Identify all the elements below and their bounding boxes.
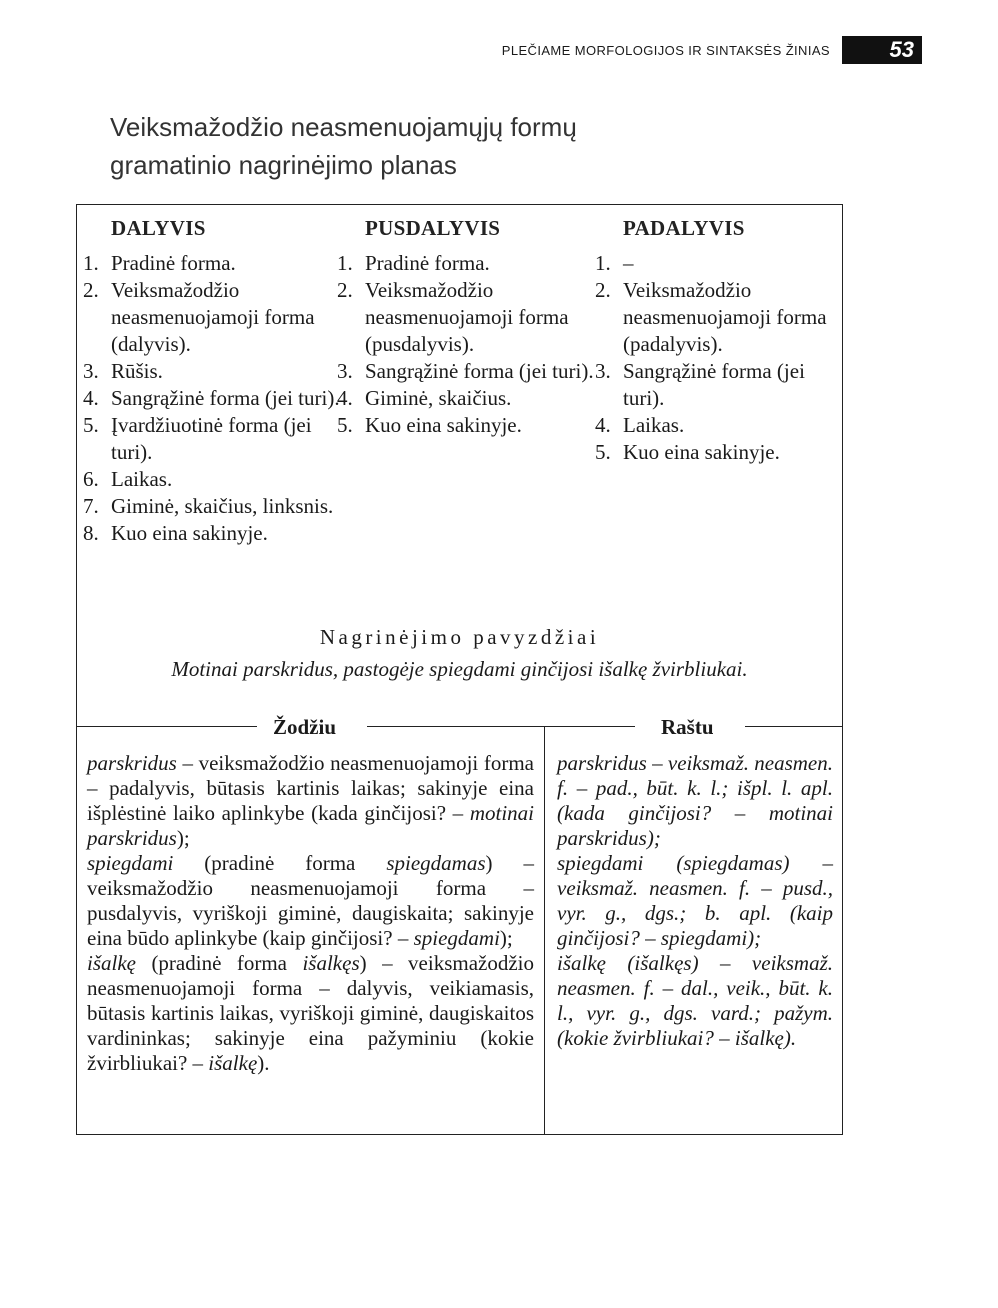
plan-list <box>337 250 597 439</box>
list-item: 8. Kuo eina sakinyje. <box>83 521 268 545</box>
list-item: 1. Pradinė forma. <box>337 251 490 275</box>
examples-title: Nagrinėjimo pavyzdžiai <box>319 625 600 649</box>
written-paragraph: išalkę (išalkęs) – veiksmaž. neasmen. f. – dal., veik., būt. k. l., vyr. g., dgs. vard.; pažym. (kokie žvirbliukai? – išalkę). <box>557 951 833 1050</box>
list-item: 2. Veiksmažodžio neasmenuojamoji forma (padalyvis). <box>595 278 827 356</box>
written-paragraph: parskridus – veiksmaž. neasmen. f. – pad., būt. k. l.; išpl. l. apl. (kada ginčijosi? – motinai parskridus); <box>557 751 833 850</box>
plan-list <box>595 250 835 466</box>
list-item: 4. Giminė, skaičius. <box>337 386 512 410</box>
list-item: 4. Laikas. <box>595 413 685 437</box>
list-item: 4. Sangrąžinė forma (jei turi). <box>83 386 340 410</box>
list-item: 6. Laikas. <box>83 467 173 491</box>
page-number: 53 <box>842 36 922 64</box>
list-item: 3. Rūšis. <box>83 359 163 383</box>
section-heading <box>110 108 577 184</box>
oral-analysis <box>87 751 534 1076</box>
column-padalyvis <box>595 215 835 466</box>
divider-line <box>367 726 635 727</box>
written-analysis <box>557 751 833 1051</box>
list-item: 2. Veiksmažodžio neasmenuojamoji forma (dalyvis). <box>83 278 315 356</box>
oral-paragraph: išalkę (pradinė forma išalkęs) – veiksmažodžio neasmenuojamoji forma – dalyvis, veikiamasis, būtasis kartinis laikas, vyriškoji giminė, daugiskaitos vardininkas; sakinyje eina pažyminiu (kokie žvirbliukai? – išalkę). <box>87 951 534 1075</box>
column-dalyvis <box>83 215 343 547</box>
list-item: 2. Veiksmažodžio neasmenuojamoji forma (pusdalyvis). <box>337 278 569 356</box>
plan-list <box>83 250 343 547</box>
oral-paragraph: spiegdami (pradinė forma spiegdamas) – veiksmažodžio neasmenuojamoji forma – pusdalyvis, vyriškoji giminė, daugiskaita; sakinyje eina būdo aplinkybe (kaip ginčijosi? – spiegdami); <box>87 851 534 950</box>
written-label: Raštu <box>655 715 720 740</box>
running-title: PLEČIAME MORFOLOGIJOS IR SINTAKSĖS ŽINIAS <box>501 42 830 58</box>
written-paragraph: spiegdami (spiegdamas) – veiksmaž. neasmen. f. – pusd., vyr. g., dgs.; b. apl. (kaip ginčijosi? – spiegdami); <box>557 851 833 950</box>
list-item: 5. Kuo eina sakinyje. <box>337 413 522 437</box>
divider-line <box>77 726 257 727</box>
column-pusdalyvis <box>337 215 597 439</box>
list-item: 1. Pradinė forma. <box>83 251 236 275</box>
column-title: DALYVIS <box>111 216 206 240</box>
oral-label: Žodžiu <box>267 715 342 740</box>
column-title: PADALYVIS <box>623 216 745 240</box>
list-item: 5. Įvardžiuotinė forma (jei turi). <box>83 413 312 464</box>
list-item: 7. Giminė, skaičius, linksnis. <box>83 494 334 518</box>
list-item: 3. Sangrąžinė forma (jei turi). <box>337 359 594 383</box>
column-title: PUSDALYVIS <box>365 216 501 240</box>
heading-line-2: gramatinio nagrinėjimo planas <box>110 150 457 180</box>
analysis-plan-table <box>76 204 843 1135</box>
list-item: 3. Sangrąžinė forma (jei turi). <box>595 359 805 410</box>
list-item: 1. – <box>595 251 634 275</box>
list-item: 5. Kuo eina sakinyje. <box>595 440 780 464</box>
page-header <box>502 36 922 64</box>
divider-line <box>745 726 842 727</box>
heading-line-1: Veiksmažodžio neasmenuojamųjų formų <box>110 112 577 142</box>
oral-paragraph: parskridus – veiksmažodžio neasmenuojamoji forma – padalyvis, būtasis kartinis laikas; sakinyje eina išplėstinė laiko aplinkybe (kada ginčijosi? – motinai parskridus); <box>87 751 534 850</box>
column-divider <box>544 726 545 1135</box>
example-sentence: Motinai parskridus, pastogėje spiegdami ginčijosi išalkę žvirbliukai. <box>171 657 748 681</box>
